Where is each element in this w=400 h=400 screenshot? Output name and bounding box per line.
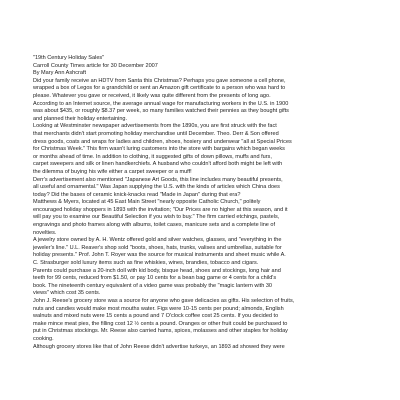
- document-text-line: put in Christmas stockings. Mr. Reese also carried hams, spices, molasses and other staples for holiday: [33, 328, 288, 335]
- document-text-line: dress goods, coats and wraps for ladies and children, shoes, hosiery and underwear "all at Special Prices: [33, 138, 292, 145]
- document-text-line: carpet sweepers and silk or linen handkerchiefs. A husband who couldn't afford both might be left with: [33, 161, 283, 168]
- document-source: Carroll County Times article for 30 December 2007: [33, 62, 158, 69]
- document-page: [33, 55, 365, 400]
- document-text-line: views" which cost 35 cents.: [33, 290, 101, 297]
- document-text-line: cooking.: [33, 335, 54, 342]
- document-title: "19th Century Holiday Sales": [33, 55, 105, 61]
- document-text-line: will pay you to examine our Beautiful Selection if you wish to buy." The firm carried etchings, pastels,: [33, 214, 280, 221]
- document-text-line: all useful and ornamental." Was Japan supplying the U.S. with the kinds of articles which China does: [33, 184, 280, 191]
- document-text-line: jeweler's line." U.L. Reaver's shop sold "boots, shoes, hats, trunks, valises and umbrellas, suitable for: [33, 244, 282, 251]
- document-text-line: Did your family receive an HDTV from Santa this Christmas? Perhaps you gave someone a cell phone,: [33, 77, 286, 84]
- document-text-line: novelties.: [33, 229, 57, 236]
- document-text-line: book. The nineteenth century equivalent of a video game was probably the "magic lantern with 30: [33, 282, 272, 289]
- document-text-line: A jewelry store owned by A. H. Wentz offered gold and silver watches, glasses, and "everything in the: [33, 237, 282, 244]
- document-text-line: John J. Reese's grocery store was a source for anyone who gave delicacies as gifts. His selection of fruits,: [33, 298, 295, 304]
- document-text-line: holiday presents." Prof. John T. Royer was the source for musical instruments and sheet music while A.: [33, 252, 286, 259]
- document-text-line: Although grocery stores like that of John Reese didn't advertise turkeys, an 1893 ad showed they were: [33, 343, 285, 350]
- document-text-line: today? Did the bases of ceramic knick-knacks read "Made in Japan" during that era?: [33, 191, 241, 198]
- document-text-line: Looking at Westminster newspaper advertisements from the 1890s, you are first struck with the fact: [33, 123, 277, 130]
- document-text-line: teeth for 99 cents, reduced from $1.50, or pay 10 cents for a bean bag game or 4 cents for a child's: [33, 275, 277, 282]
- document-text-line: nuts and candies would make most mouths water. Figs were 10-15 cents per pound; almonds, English: [33, 305, 284, 312]
- document-text-line: that merchants didn't start promoting holiday merchandise until December. Theo. Derr & Son offered: [33, 130, 279, 137]
- document-text-line: engravings and photo frames along with albums, toilet cases, manicure sets and a complete line of: [33, 222, 276, 229]
- document-text-line: please. Whatever you gave or received, it likely was quite different from the presents of long ago.: [33, 92, 271, 99]
- document-text-line: According to an Internet source, the average annual wage for manufacturing workers in the U.S. in 1900: [33, 100, 289, 107]
- document-text-line: the dilemma of buying his wife either a carpet sweeper or a muff!: [33, 168, 192, 175]
- document-text-line: wrapped a box of Legos for a grandchild or sent an Amazon gift certificate to a person who was hard to: [33, 85, 286, 92]
- document-text-line: or months ahead of time. In addition to clothing, it suggested gifts of down pillows, muffs and furs,: [33, 153, 272, 160]
- document-text-line: walnuts and mixed nuts were 15 cents a pound and 7 O'clock coffee cost 25 cents. If you decided to: [33, 313, 279, 320]
- document-text-line: and planned their holiday entertaining.: [33, 115, 128, 122]
- document-text-line: C. Strasburger sold luxury items such as fine whiskies, wines, brandies, tobacco and cigars.: [33, 260, 259, 267]
- document-text-line: Derr's advertisement also mentioned "Japanese Art Goods, this line includes many beautiful presents,: [33, 176, 283, 183]
- document-body: [33, 78, 365, 351]
- document-text-line: was about $435, or roughly $8.37 per week, so many families watched their pennies as they bought gifts: [33, 108, 289, 115]
- document-text-line: encouraged holiday shoppers in 1893 with the invitation; "Our Prices are no higher at this season, and it: [33, 206, 288, 213]
- document-text-line: Parents could purchase a 20-inch doll with kid body, bisque head, shoes and stockings, long hair and: [33, 267, 281, 274]
- document-text-line: Matthews & Myers, located at 45 East Main Street "nearly opposite Catholic Church," politely: [33, 199, 261, 206]
- document-text-line: for Christmas Week." This firm wasn't luring customers into the store with bargains which began weeks: [33, 146, 285, 153]
- document-byline: By Mary Ann Ashcraft: [33, 70, 87, 77]
- document-text-line: make mince meat pies, the filling cost 12 ½ cents a pound. Oranges or other fruit could be purchased to: [33, 320, 288, 327]
